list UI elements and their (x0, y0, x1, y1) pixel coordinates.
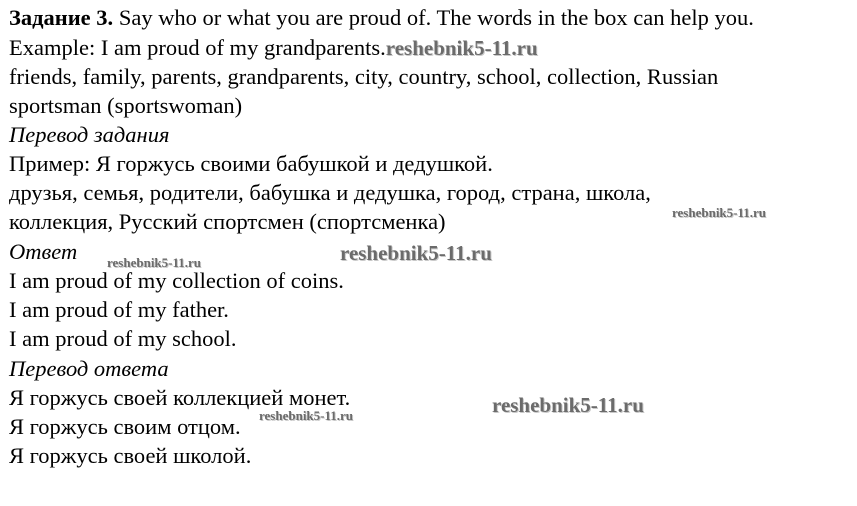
task-translation-example: Пример: Я горжусь своими бабушкой и дедушкой. (9, 151, 493, 176)
answer-translation-line-3: Я горжусь своей школой. (9, 443, 252, 468)
task-translation-line-1: друзья, семья, родители, бабушка и дедушка, город, страна, школа, (9, 180, 651, 205)
task-text: Say who or what you are proud of. The words in the box can help you. (113, 5, 754, 30)
task-translation-line-2: коллекция, Русский спортсмен (спортсменка) (9, 209, 446, 234)
task-label: Задание 3. (9, 5, 114, 30)
answer-translation-heading: Перевод ответа (9, 356, 169, 381)
watermark-inline: reshebnik5-11.ru (385, 36, 538, 60)
watermark-small: reshebnik5-11.ru (259, 408, 354, 423)
watermark-big: reshebnik5-11.ru (340, 241, 492, 265)
answer-line-3: I am proud of my school. (9, 326, 237, 351)
watermark-small: reshebnik5-11.ru (672, 205, 767, 220)
task-line (9, 3, 754, 32)
example-text: Example: I am proud of my grandparents. (9, 35, 386, 60)
example-line (9, 33, 538, 63)
watermark-small: reshebnik5-11.ru (107, 255, 202, 270)
word-box-line-2: sportsman (sportswoman) (9, 93, 243, 118)
answer-translation-line-2: Я горжусь своим отцом. (9, 414, 241, 439)
task-translation-heading: Перевод задания (9, 122, 170, 147)
watermark-big: reshebnik5-11.ru (492, 393, 644, 417)
answer-translation-line-1: Я горжусь своей коллекцией монет. (9, 385, 351, 410)
answer-heading: Ответ (9, 239, 78, 264)
answer-line-1: I am proud of my collection of coins. (9, 268, 344, 293)
word-box-line-1: friends, family, parents, grandparents, city, country, school, collection, Russian (9, 64, 719, 89)
answer-line-2: I am proud of my father. (9, 297, 229, 322)
